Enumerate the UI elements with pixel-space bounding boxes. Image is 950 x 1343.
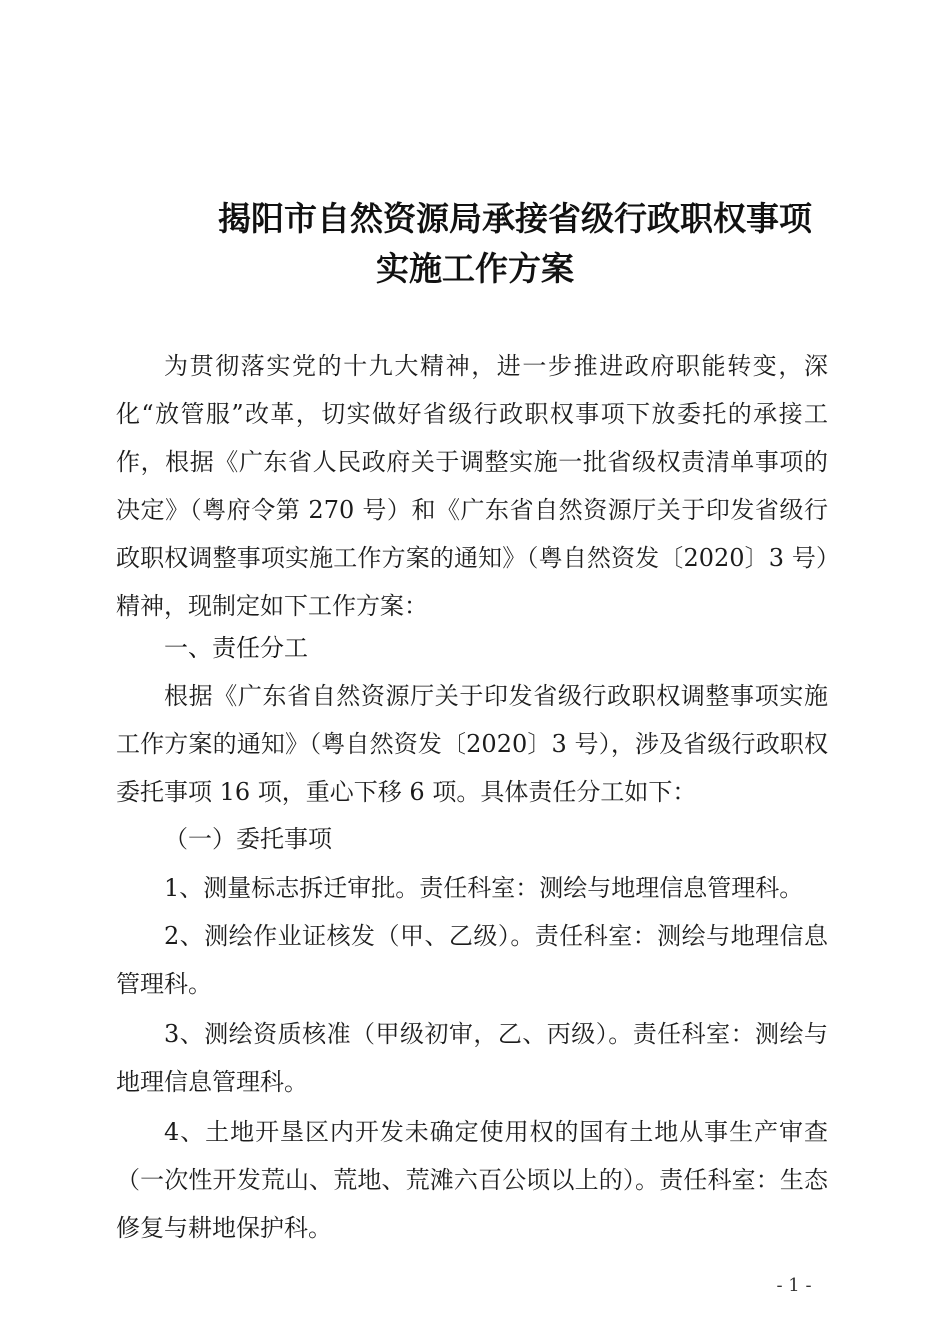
document-title-line-2: 实施工作方案 (376, 249, 574, 288)
section-body-paragraph: 根据《广东省自然资源厅关于印发省级行政职权调整事项实施工作方案的通知》（粤自然资发〔2020〕3 号），涉及省级行政职权委托事项 16 项，重心下移 6 项。具体责任分工如下： (116, 682, 828, 806)
list-item: 4、土地开垦区内开发未确定使用权的国有土地从事生产审查（一次性开发荒山、荒地、荒滩六百公顷以上的）。责任科室：生态修复与耕地保护科。 (116, 1118, 828, 1242)
list-item: 3、测绘资质核准（甲级初审，乙、丙级）。责任科室：测绘与地理信息管理科。 (116, 1020, 828, 1096)
subsection-heading-delegated-items: （一）委托事项 (164, 825, 332, 853)
list-item: 1、测量标志拆迁审批。责任科室：测绘与地理信息管理科。 (164, 874, 804, 902)
intro-paragraph: 为贯彻落实党的十九大精神，进一步推进政府职能转变，深化“放管服”改革，切实做好省级行政职权事项下放委托的承接工作，根据《广东省人民政府关于调整实施一批省级权责清单事项的决定》（粤府令第 270 号）和《广东省自然资源厅关于印发省级行政职权调整事项实施工作方案的通知》（粤自然资发〔2020〕3 号）精神，现制定如下工作方案： (116, 352, 828, 620)
page-number: - 1 - (776, 1275, 812, 1296)
document-title-line-1: 揭阳市自然资源局承接省级行政职权事项 (218, 199, 812, 238)
list-item: 2、测绘作业证核发（甲、乙级）。责任科室：测绘与地理信息管理科。 (116, 922, 828, 998)
section-heading-responsibility: 一、责任分工 (164, 634, 308, 662)
